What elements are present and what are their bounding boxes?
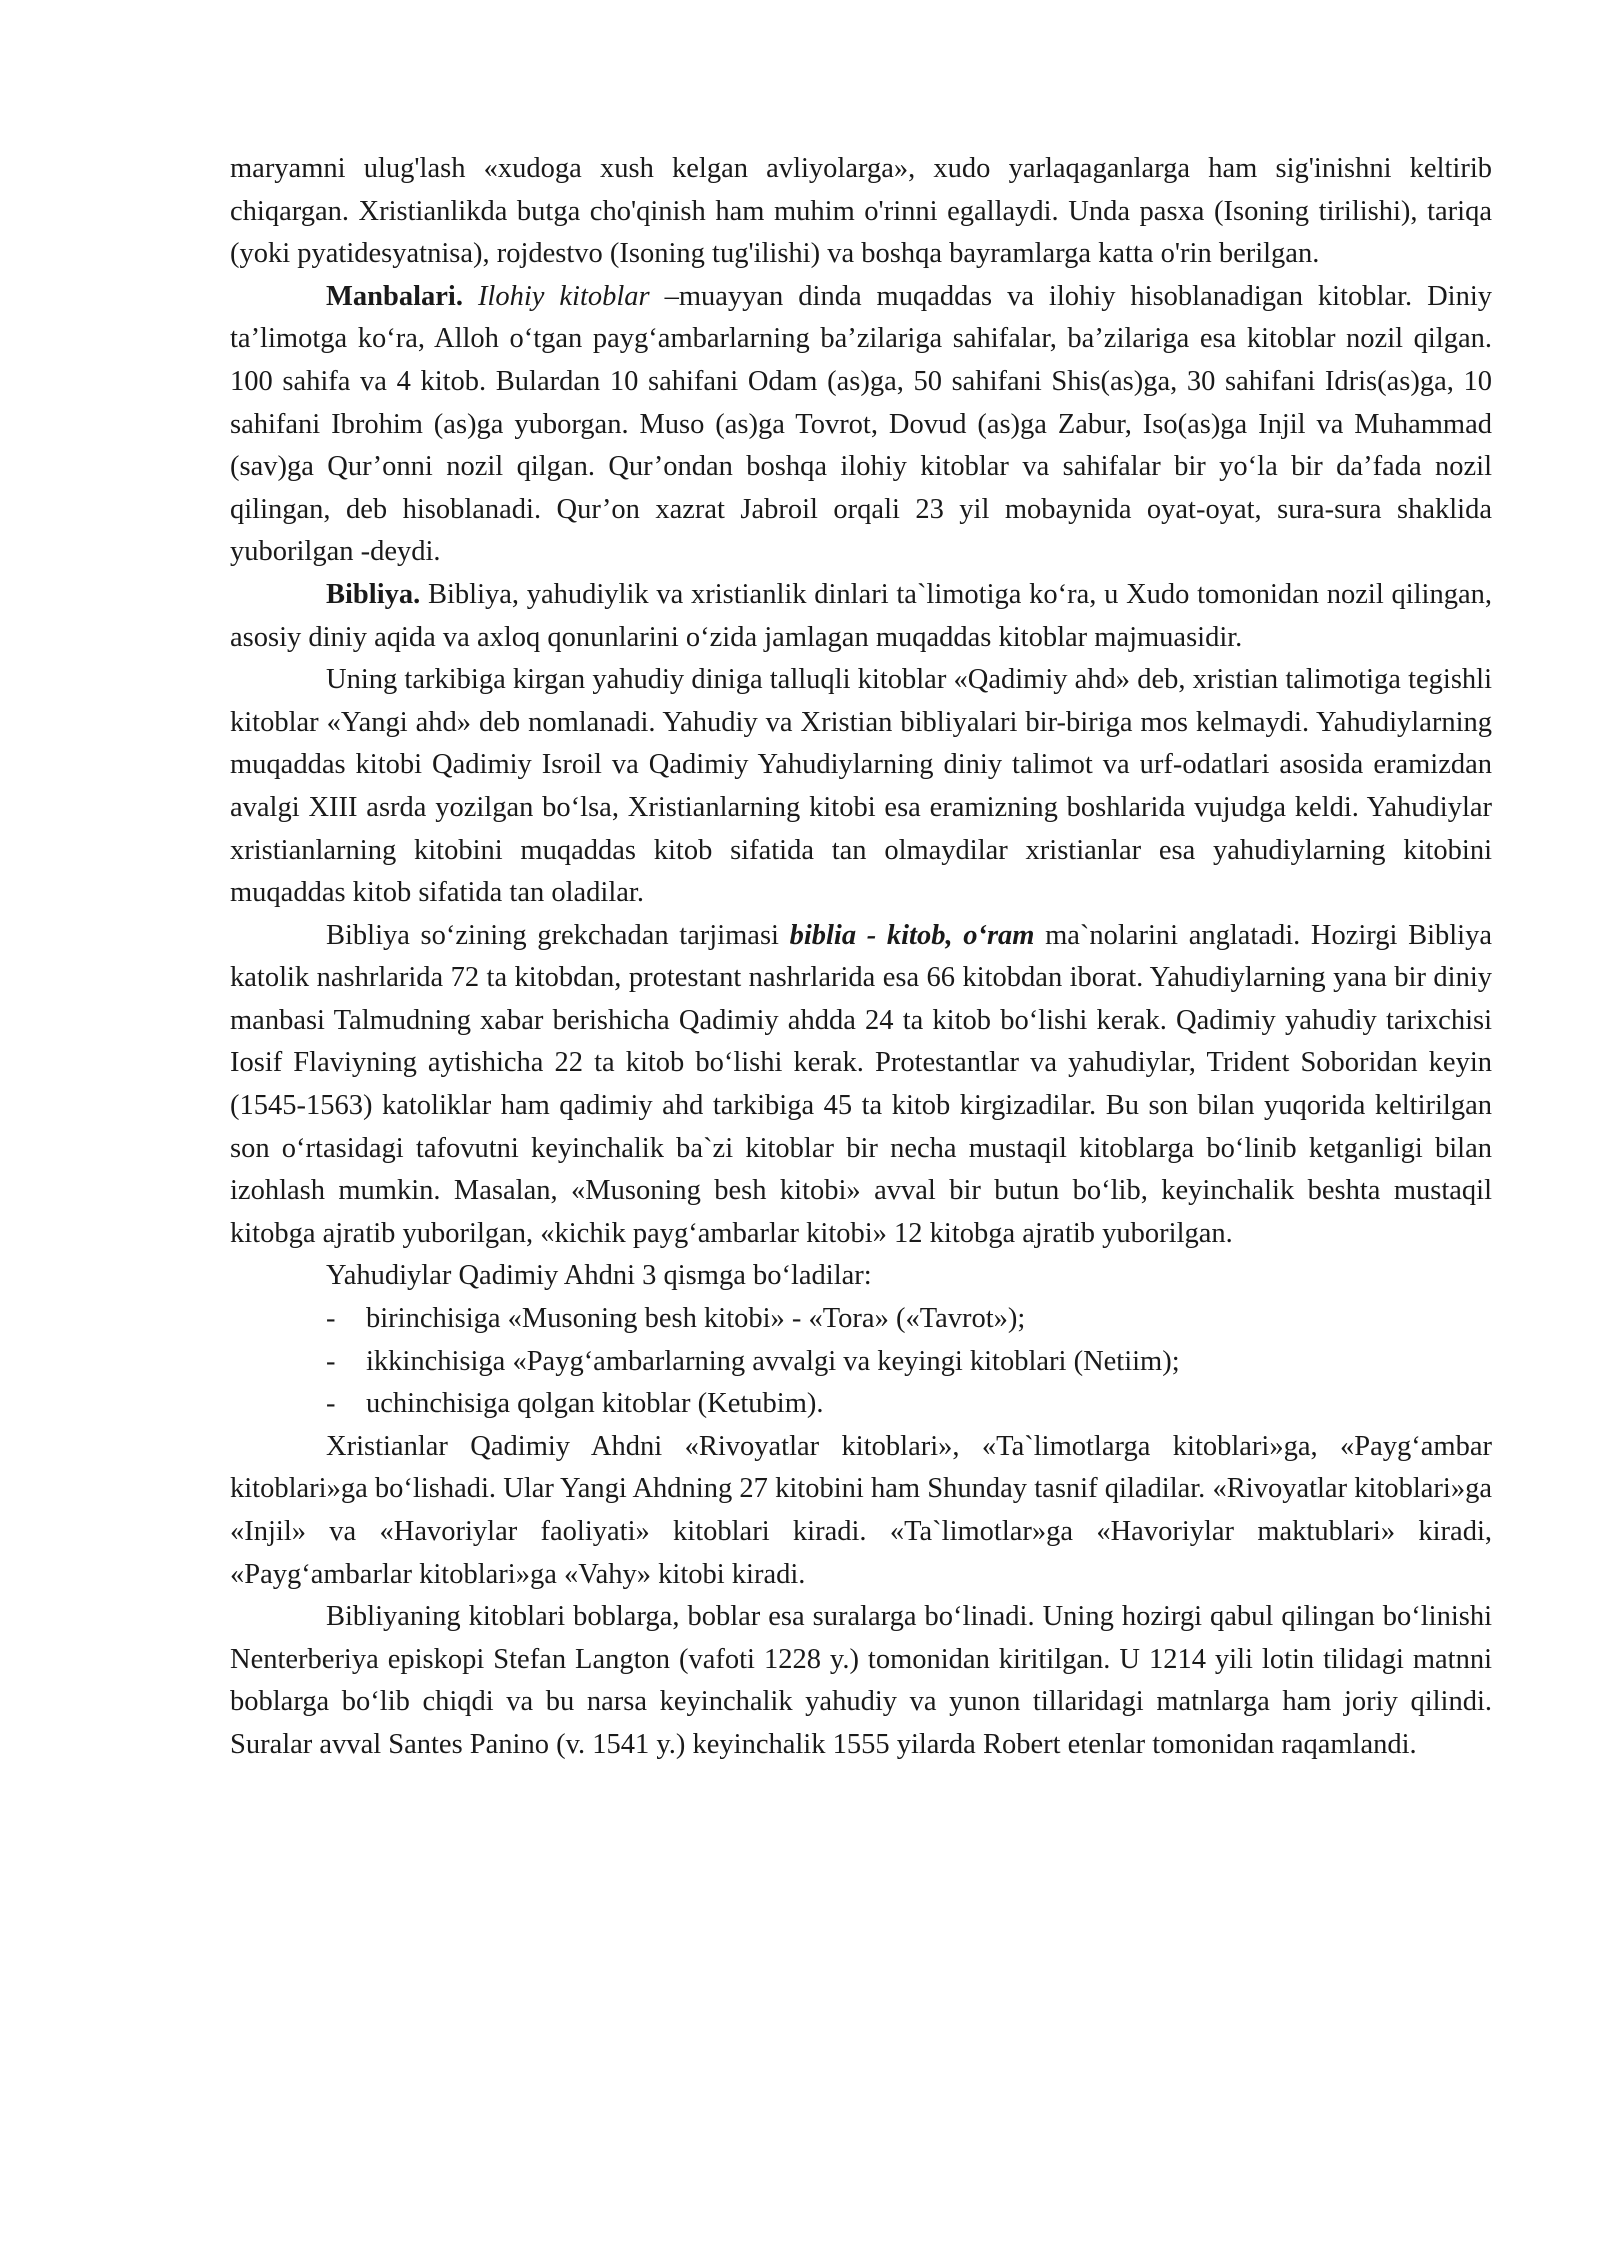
paragraph-etymology-after: ma`nolarini anglatadi. Hozirgi Bibliya katolik nashrlarida 72 ta kitobdan, protestant nashrlarida esa 66 kitobdan iborat. Yahudiylarning yana bir diniy manbasi Talmudning xabar berishicha Qadimiy ahdda 24 ta kitob bo‘lishi kerak. Qadimiy yahudiy tarixchisi Iosif Flaviyning aytishicha 22 ta kitob bo‘lishi kerak. Protestantlar va yahudiylar, Trident Soboridan keyin (1545-1563) katoliklar ham qadimiy ahd tarkibiga 45 ta kitob kirgizadilar. Bu son bilan yuqorida keltirilgan son o‘rtasidagi tafovutni keyinchalik ba`zi kitoblar bir necha mustaqil kitoblarga bo‘linib ketganligi bilan izohlash mumkin. Masalan, «Musoning besh kitobi» avval bir butun bo‘lib, keyinchalik beshta mustaqil kitobga ajratib yuborilgan, «kichik payg‘ambarlar kitobi» 12 kitobga ajratib yuborilgan. [230,919,1493,1249]
dash-marker: - [326,1303,336,1335]
term-ilohiy-kitoblar: Ilohiy kitoblar [477,280,650,312]
document-page [230,148,1492,1767]
heading-bibliya: Bibliya. [326,578,421,610]
list-item [230,1341,1492,1384]
paragraph-bibliya-text: Bibliya, yahudiylik va xristianlik dinlari ta`limotiga ko‘ra, u Xudo tomonidan nozil qilingan, asosiy diniy aqida va axloq qonunlarini o‘zida jamlagan muqaddas kitoblar majmuasidir. [230,578,1492,653]
heading-manbalari: Manbalari. [326,280,463,312]
paragraph-manbalari [230,276,1492,574]
paragraph-etymology-before: Bibliya so‘zining grekchadan tarjimasi [326,919,779,951]
paragraph-bibliya [230,574,1492,659]
term-biblia: biblia - kitob, o‘ram [789,919,1035,951]
paragraph-intro: maryamni ulug'lash «xudoga xush kelgan avliyolarga», xudo yarlaqaganlarga ham sig'inishni keltirib chiqargan. Xristianlikda butga cho'qinish ham muhim o'rinni egallaydi. Unda pasxa (Isoning tirilishi), tariqa (yoki pyatidesyatnisa), rojdestvo (Isoning tug'ilishi) va boshqa bayramlarga katta o'rin berilgan. [230,153,1492,270]
list-item-text: ikkinchisiga «Payg‘ambarlarning avvalgi va keyingi kitoblari (Netiim); [366,1345,1180,1377]
list-item [230,1383,1492,1426]
dash-marker: - [326,1388,336,1420]
paragraph-christian-division: Xristianlar Qadimiy Ahdni «Rivoyatlar kitoblari», «Ta`limotlarga kitoblari»ga, «Payg‘ambar kitoblari»ga bo‘lishadi. Ular Yangi Ahdning 27 kitobini ham Shunday tasnif qiladilar. «Rivoyatlar kitoblari»ga «Injil» va «Havoriylar faoliyati» kitoblari kiradi. «Ta`limotlar»ga «Havoriylar maktublari» kiradi, «Payg‘ambarlar kitoblari»ga «Vahy» kitobi kiradi. [230,1430,1492,1590]
list-item-text: birinchisiga «Musoning besh kitobi» - «Tora» («Tavrot»); [366,1303,1026,1335]
list-item [230,1298,1492,1341]
list-item-text: uchinchisiga qolgan kitoblar (Ketubim). [366,1388,824,1420]
dash-marker: - [326,1345,336,1377]
paragraph-manbalari-text: –muayyan dinda muqaddas va ilohiy hisoblanadigan kitoblar. Diniy ta’limotga ko‘ra, Alloh o‘tgan payg‘ambarlarning ba’zilariga sahifalar, ba’zilariga esa kitoblar nozil qilgan. 100 sahifa va 4 kitob. Bulardan 10 sahifani Odam (as)ga, 50 sahifani Shis(as)ga, 30 sahifani Idris(as)ga, 10 sahifani Ibrohim (as)ga yuborgan. Muso (as)ga Tovrot, Dovud (as)ga Zabur, Iso(as)ga Injil va Muhammad (sav)ga Qur’onni nozil qilgan. Qur’ondan boshqa ilohiy kitoblar va sahifalar bir yo‘la bir da’fada nozil qilingan, deb hisoblanadi. Qur’on xazrat Jabroil orqali 23 yil mobaynida oyat-oyat, sura-sura shaklida yuborilgan -deydi. [230,280,1492,568]
paragraph-list-intro: Yahudiylar Qadimiy Ahdni 3 qismga bo‘ladilar: [326,1260,872,1292]
paragraph-chapters: Bibliyaning kitoblari boblarga, boblar esa suralarga bo‘linadi. Uning hozirgi qabul qilingan bo‘linishi Nenterberiya episkopi Stefan Langton (vafoti 1228 y.) tomonidan kiritilgan. U 1214 yili lotin tilidagi matnni boblarga bo‘lib chiqdi va bu narsa keyinchalik yahudiy va yunon tillaridagi matnlarga ham joriy qilindi. Suralar avval Santes Panino (v. 1541 y.) keyinchalik 1555 yilarda Robert etenlar tomonidan raqamlandi. [230,1601,1492,1760]
paragraph-tarkibi: Uning tarkibiga kirgan yahudiy diniga talluqli kitoblar «Qadimiy ahd» deb, xristian talimotiga tegishli kitoblar «Yangi ahd» deb nomlanadi. Yahudiy va Xristian bibliyalari bir-biriga mos kelmaydi. Yahudiylarning muqaddas kitobi Qadimiy Isroil va Qadimiy Yahudiylarning diniy talimot va urf-odatlari asosida eramizdan avalgi XIII asrda yozilgan bo‘lsa, Xristianlarning kitobi esa eramizning boshlarida vujudga keldi. Yahudiylar xristianlarning kitobini muqaddas kitob sifatida tan olmaydilar xristianlar esa yahudiylarning kitobini muqaddas kitob sifatida tan oladilar. [230,664,1492,909]
division-list [230,1298,1492,1426]
paragraph-etymology [230,915,1492,1256]
